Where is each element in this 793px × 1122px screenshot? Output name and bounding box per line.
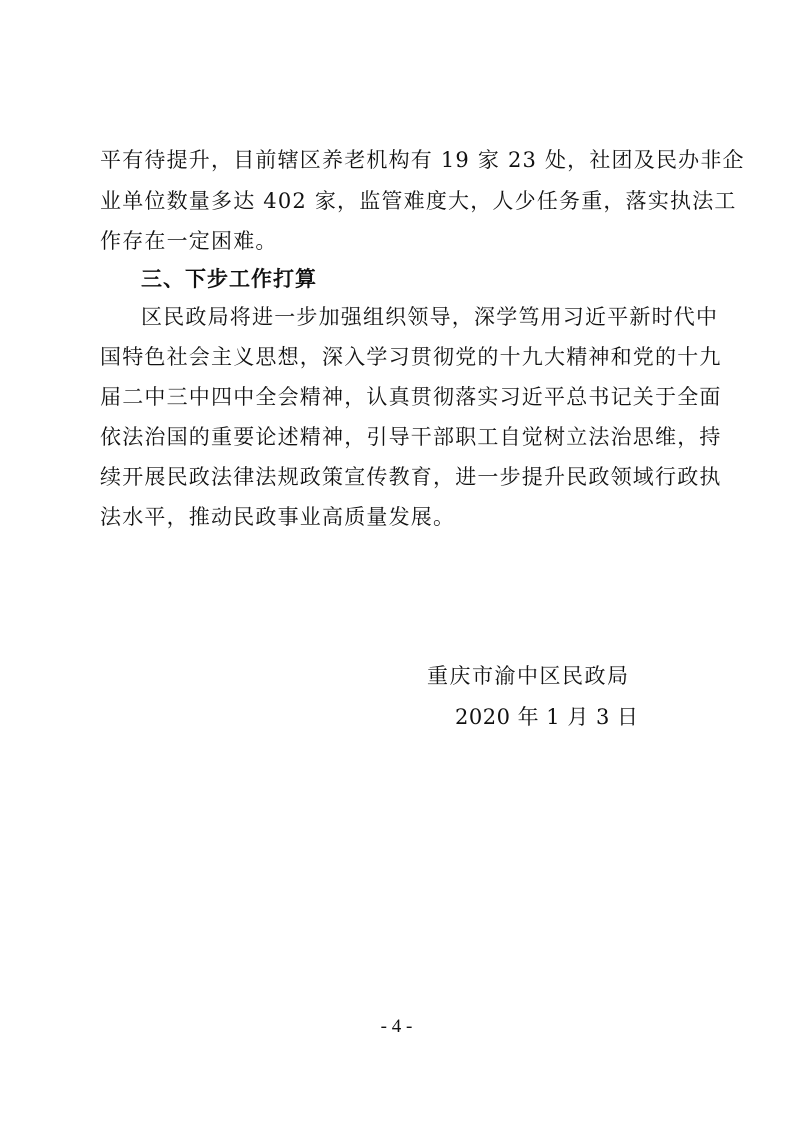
signature-date: 2020 年 1 月 3 日 — [455, 705, 639, 729]
paragraph-line: 作存在一定困难。 — [100, 229, 278, 253]
paragraph-line: 平有待提升，目前辖区养老机构有 19 家 23 处，社团及民办非企 — [100, 148, 745, 172]
paragraph-line: 法水平，推动民政事业高质量发展。 — [100, 505, 456, 529]
signature-organization: 重庆市渝中区民政局 — [427, 664, 630, 688]
paragraph-line: 业单位数量多达 402 家，监管难度大，人少任务重，落实执法工 — [100, 189, 737, 213]
paragraph-line: 依法治国的重要论述精神，引导干部职工自觉树立法治思维，持 — [100, 425, 722, 449]
paragraph-line: 续开展民政法律法规政策宣传教育，进一步提升民政领域行政执 — [100, 465, 722, 489]
section-heading: 三、下步工作打算 — [141, 267, 317, 291]
page-number: - 4 - — [380, 1016, 413, 1037]
paragraph-line: 区民政局将进一步加强组织领导，深学笃用习近平新时代中 — [141, 305, 719, 329]
paragraph-line: 国特色社会主义思想，深入学习贯彻党的十九大精神和党的十九 — [100, 345, 722, 369]
paragraph-line: 届二中三中四中全会精神，认真贯彻落实习近平总书记关于全面 — [100, 385, 722, 409]
